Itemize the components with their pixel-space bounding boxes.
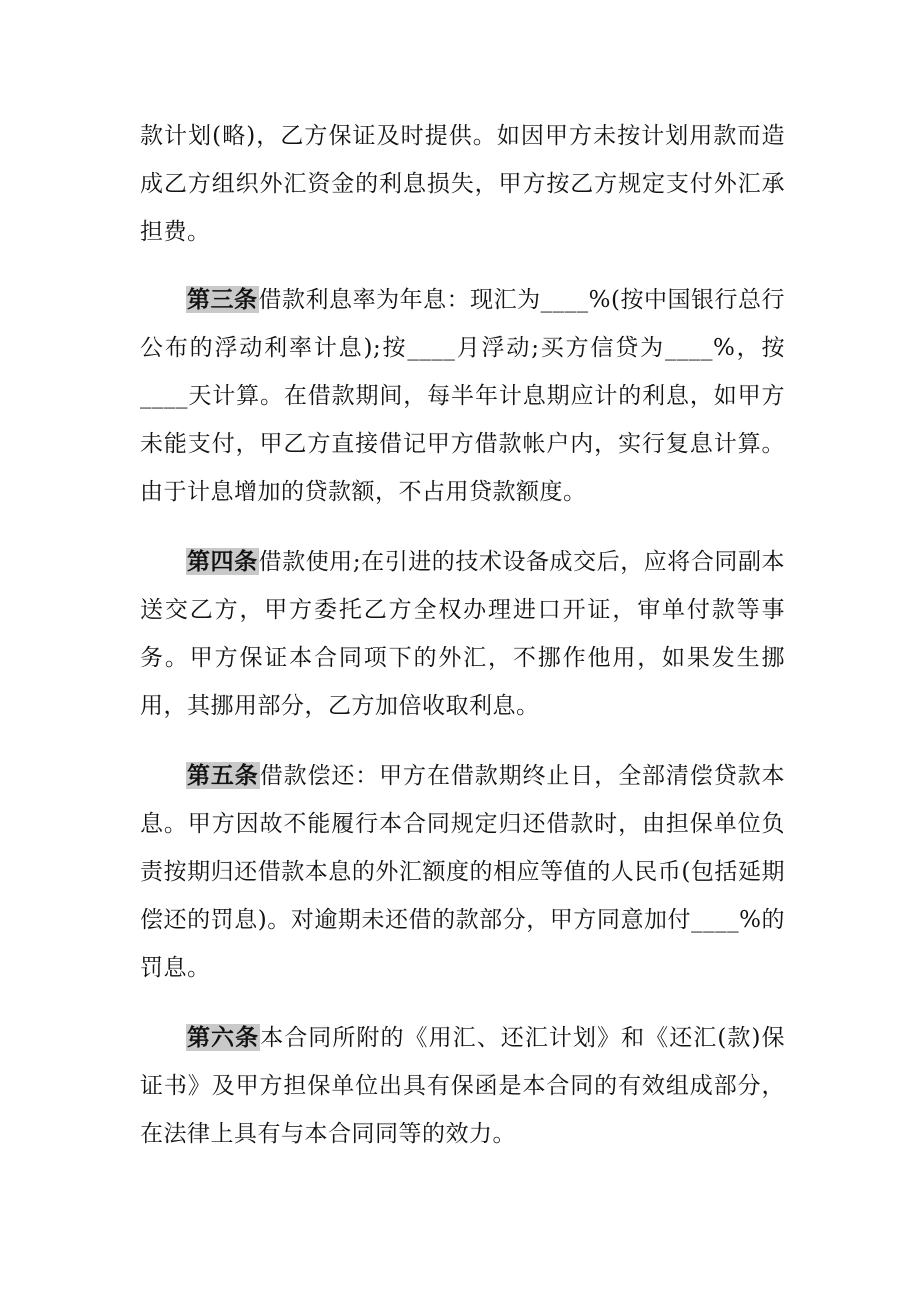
article-3-heading: 第三条 [187, 286, 258, 313]
article-3-body: 借款利息率为年息：现汇为____%(按中国银行总行公布的浮动利率计息);按____月浮动;买方信贷为____%，按____天计算。在借款期间，每半年计息期应计的利息，如甲方未能支付，甲乙方直接借记甲方借款帐户内，实行复息计算。由于计息增加的贷款额，不占用贷款额度。 [140, 287, 786, 505]
article-4-paragraph [140, 538, 785, 730]
article-6-paragraph [140, 1014, 785, 1158]
article-5-paragraph [140, 752, 785, 992]
article-6-body: 本合同所附的《用汇、还汇计划》和《还汇(款)保证书》及甲方担保单位出具有保函是本合同的有效组成部分，在法律上具有与本合同同等的效力。 [140, 1025, 785, 1147]
article-4-body: 借款使用;在引进的技术设备成交后，应将合同副本送交乙方，甲方委托乙方全权办理进口开证，审单付款等事务。甲方保证本合同项下的外汇，不挪作他用，如果发生挪用，其挪用部分，乙方加倍收取利息。 [140, 549, 786, 719]
article-3-paragraph [140, 276, 785, 516]
article-5-body: 借款偿还：甲方在借款期终止日，全部清偿贷款本息。甲方因故不能履行本合同规定归还借款时，由担保单位负责按期归还借款本息的外汇额度的相应等值的人民币(包括延期偿还的罚息)。对逾期未还借的款部分，甲方同意加付____%的罚息。 [140, 763, 785, 981]
article-5-heading: 第五条 [187, 762, 259, 789]
article-6-heading: 第六条 [187, 1024, 260, 1051]
article-4-heading: 第四条 [187, 548, 258, 575]
document-page [140, 112, 785, 1158]
continuation-paragraph: 款计划(略)，乙方保证及时提供。如因甲方未按计划用款而造成乙方组织外汇资金的利息损失，甲方按乙方规定支付外汇承担费。 [140, 123, 785, 245]
